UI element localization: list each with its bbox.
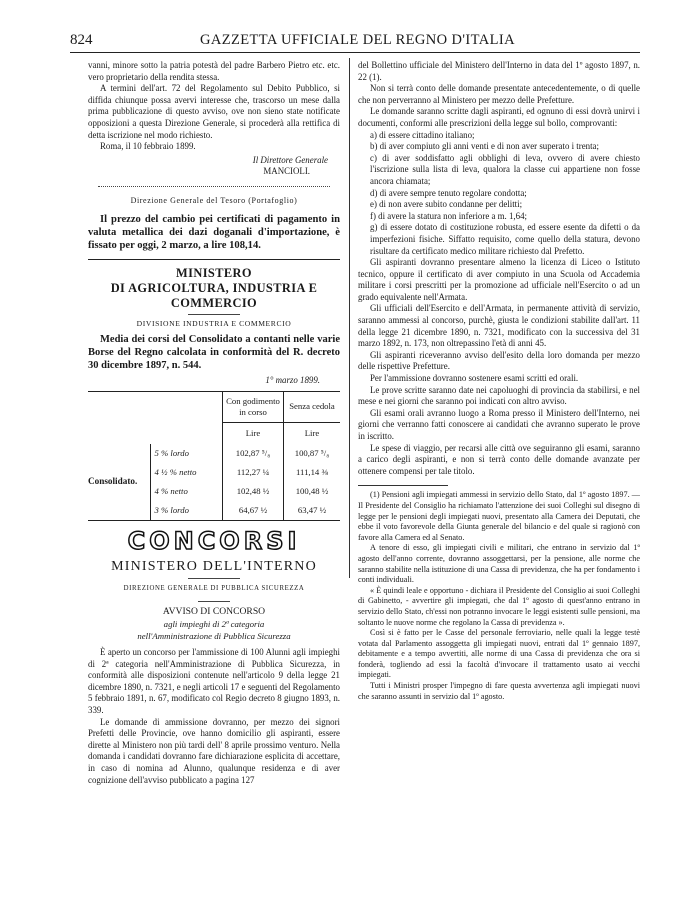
avviso-title: AVVISO DI CONCORSO — [162, 606, 266, 617]
concorso-paragraph: Le spese di viaggio, per recarsi alle città ove seguiranno gli esami, saranno a carico degli aspiranti, e non si terrà conto delle domande avanzate per ottenere compensi per tale titolo. — [358, 442, 640, 476]
value-cell: 63,47 ½ — [284, 501, 341, 520]
concorso-paragraph: Per l'ammissione dovranno sostenere esami scritti ed orali. — [370, 373, 579, 384]
concorso-paragraph: È aperto un concorso per l'ammissione di 100 Alunni agli impieghi di 2ª categoria nell'Amministrazione di Pubblica Sicurezza, in conformità alle disposizioni contenute nell'articolo 9 della legge 21 dicembre 1890, n. 7321, e negli articoli 17 e seguenti del Regolamento 5 febbraio 1891, n. 67, modificato col Regio decreto 8 giugno 1893, n. 339. — [88, 647, 340, 715]
ministry-heading: DI AGRICOLTURA, INDUSTRIA E COMMERCIO — [110, 280, 318, 310]
avviso-subtitle: agli impieghi di 2ª categoria — [163, 619, 265, 629]
debt-notice-paragraph: A termini dell'art. 72 del Regolamento sul Debito Pubblico, si diffida chiunque possa avervi interesse che, trascorso un mese dalla prima pubblicazione di questo avviso, ove non sieno state notificate opposizioni a questa Direzione Generale, si procederà alla rettifica di detta iscrizione nel modo richiesto. — [88, 83, 340, 140]
separator — [188, 578, 240, 579]
unit-label: Lire — [223, 422, 284, 444]
rate-cell: 4 % netto — [150, 482, 223, 501]
table-header: Senza cedola — [284, 391, 341, 422]
page-header — [70, 30, 640, 53]
footnote-paragraph: (1) Pensioni agli impiegati ammessi in servizio dello Stato, dal 1º agosto 1897. — Il Presidente del Consiglio ha richiamato l'attenzione dei suoi Colleghi sul disegno di legge per le pensioni degli impiegati nuovi, presentato alla Camera dei Deputati, che ebbe il voto favorevole della Giunta generale del bilancio e del quale si ragionò con favore alla Camera ed al Senato. — [358, 490, 640, 542]
column-divider — [349, 58, 350, 578]
page-number: 824 — [70, 32, 93, 48]
footnote — [358, 490, 640, 702]
concorsi-banner: CONCORSI — [127, 526, 301, 555]
table-header: Con godimento in corso — [223, 391, 284, 422]
table-date: 1° marzo 1899. — [265, 375, 320, 386]
list-item: e) di non avere subito condanne per delitti; — [370, 199, 523, 210]
value-cell: 102,48 ½ — [223, 482, 284, 501]
value-cell: 100,48 ½ — [284, 482, 341, 501]
footnote-paragraph: Così si è fatto per le Casse del personale ferroviario, nelle quali la legge testè votata dal Parlamento assoggetta gli impiegati nuovi, entrati dal 1º gennaio 1897, debitamente e a tempo avvertiti, alle norme di una Cassa di previdenza che ora si fonderà, togliendo ad essi la facoltà d'invocare il trattamento usato ai vecchi impiegati. — [358, 628, 640, 680]
tesoro-heading: Direzione Generale del Tesoro (Portafoglio) — [130, 195, 298, 205]
list-item: d) di avere sempre tenuto regolare condotta; — [370, 187, 527, 198]
concorso-paragraph: Gli aspiranti dovranno presentare almeno la licenza di Liceo o Istituto tecnico, oppure il certificato di aver compiuto in una Scuola od Accademia militare i corsi prescritti per la promozione ad ufficiale nell'Esercito o ad un grado equivalente nell'Armata. — [358, 257, 640, 302]
footnote-paragraph: Tutti i Ministri prosper l'impegno di fare questa avvertenza agli impiegati nuovi che saranno assunti in servizio dal 1º agosto. — [358, 681, 640, 701]
separator — [98, 186, 330, 187]
list-item: g) di essere dotato di costituzione robusta, ed essere esente da difetti o da imperfezioni fisiche. Siffatto requisito, come quello della statura, devono risultare da certificato medico militare richiesto dal Prefetto. — [370, 222, 640, 256]
value-cell: 102,87 ⁵/₈ — [223, 444, 284, 463]
left-column — [88, 60, 340, 786]
concorso-paragraph: Gli esami orali avranno luogo a Roma presso il Ministero dell'Interno, nei giorni che verranno fatti conoscere ai candidati che avranno superato le prove in iscritto. — [358, 407, 640, 441]
notice-date: Roma, il 10 febbraio 1899. — [100, 141, 196, 152]
value-cell: 64,67 ½ — [223, 501, 284, 520]
concorso-paragraph: Le prove scritte saranno date nei capoluoghi di provincia da stabilirsi, e nel mese e nei giorni che saranno poi indicati con altro avviso. — [358, 384, 640, 407]
concorso-paragraph: Le domande di ammissione dovranno, per mezzo dei signori Prefetti delle Provincie, ove hanno domicilio gli aspiranti, essere dirette al Ministero non più tardi dell' 8 aprile prossimo venturo. Nella domanda i candidati dovranno fare dichiarazione esplicita di accettare, in caso di nomina ad Alunno, qualunque residenza e di aver cognizione dell'avviso pubblicato a pagina 127 — [88, 716, 340, 785]
unit-label: Lire — [284, 422, 341, 444]
separator — [188, 314, 240, 315]
rate-cell: 3 % lordo — [150, 501, 223, 520]
concorso-paragraph: del Bollettino ufficiale del Ministero dell'Interno in data del 1º agosto 1897, n. 22 (1). — [358, 60, 640, 82]
separator — [88, 259, 340, 260]
list-item: a) di essere cittadino italiano; — [370, 129, 475, 140]
value-cell: 111,14 ⅜ — [284, 463, 341, 482]
ministry-heading: MINISTERO — [176, 265, 252, 280]
right-column — [358, 60, 640, 702]
security-direction-heading: DIREZIONE GENERALE DI PUBBLICA SICUREZZA — [123, 585, 305, 593]
concorso-paragraph: Le domande saranno scritte dagli aspiranti, ed ognuno di essi dovrà unirvi i documenti, conformi alle prescrizioni della legge sul bollo, comprovanti: — [358, 106, 640, 128]
avviso-subtitle: nell'Amministrazione di Pubblica Sicurezza — [137, 631, 291, 641]
value-cell: 100,87 ⁵/₈ — [284, 444, 341, 463]
signature-name: MANCIOLI. — [263, 166, 310, 177]
concorso-paragraph: Gli ufficiali dell'Esercito e dell'Armata, in permanente attività di servizio, saranno ammessi al concorso, purchè, giusta le condizioni stabilite dall'art. 11 della legge 21 dicembre 1890, n. 7321, modificato con la successiva del 31 marzo 1892, n. 173, non oltrepassino l'età di anni 45. — [358, 303, 640, 349]
gazette-title: GAZZETTA UFFICIALE DEL REGNO D'ITALIA — [200, 32, 515, 48]
list-item: f) di avere la statura non inferiore a m. 1,64; — [370, 210, 527, 221]
consolidato-table — [88, 391, 340, 521]
footnote-paragraph: A tenore di esso, gli impiegati civili e militari, che entrano in servizio dal 1º agosto dell'anno corrente, dovranno assoggettarsi, per la pensione, alle norme che saranno stabilite nella istituzione di una Cassa di previdenza, che ha per fondamento i conti individuali. — [358, 543, 640, 585]
rate-cell: 5 % lordo — [150, 444, 223, 463]
ministry-interior-heading: MINISTERO DELL'INTERNO — [111, 558, 317, 574]
signature-title: Il Direttore Generale — [252, 154, 328, 165]
division-heading: DIVISIONE INDUSTRIA E COMMERCIO — [136, 318, 292, 328]
footnote-divider — [358, 485, 448, 486]
list-item: c) di aver soddisfatto agli obblighi di leva, ovvero di avere chiesto l'iscrizione sulla lista di leva, qualora la classe cui appartiene non fosse ancora chiamata; — [370, 152, 640, 186]
separator — [198, 601, 230, 602]
rate-cell: 4 ½ % netto — [150, 463, 223, 482]
avviso-heading — [88, 606, 340, 642]
debt-notice-paragraph: vanni, minore sotto la patria potestà del padre Barbero Pietro etc. etc. vero proprietario della rendita stessa. — [88, 60, 340, 82]
consolidato-title: Media dei corsi del Consolidato a contanti nelle varie Borse del Regno calcolata in conformità del R. decreto 30 dicembre 1897, n. 544. — [88, 334, 340, 372]
exchange-rate-notice: Il prezzo del cambio pei certificati di pagamento in valuta metallica dei dazi doganali d'importazione, è fissato per oggi, 2 marzo, a lire 108,14. — [88, 213, 340, 251]
value-cell: 112,27 ¼ — [223, 463, 284, 482]
footnote-paragraph: « È quindi leale e opportuno - dichiara il Presidente del Consiglio ai suoi Colleghi di Gabinetto, - avvertire gli impiegati, che dal 1º agosto di quest'anno entrano in servizio dello Stato, ch'essi non potranno invocare le leggi esistenti sulle pensioni, ma soltanto le nuove norme che regolano la Cassa di previdenza ». — [358, 585, 640, 627]
list-item: b) di aver compiuto gli anni venti e di non aver superato i trenta; — [370, 141, 599, 152]
requirements-list — [358, 130, 640, 258]
consolidato-label: Consolidato. — [88, 476, 138, 487]
concorso-paragraph: Gli aspiranti riceveranno avviso dell'esito della loro domanda per mezzo delle rispettive Prefetture. — [358, 349, 640, 372]
concorso-paragraph: Non si terrà conto delle domande presentate antecedentemente, o di quelle che non perverranno al Ministero per mezzo delle Prefetture. — [358, 83, 640, 105]
